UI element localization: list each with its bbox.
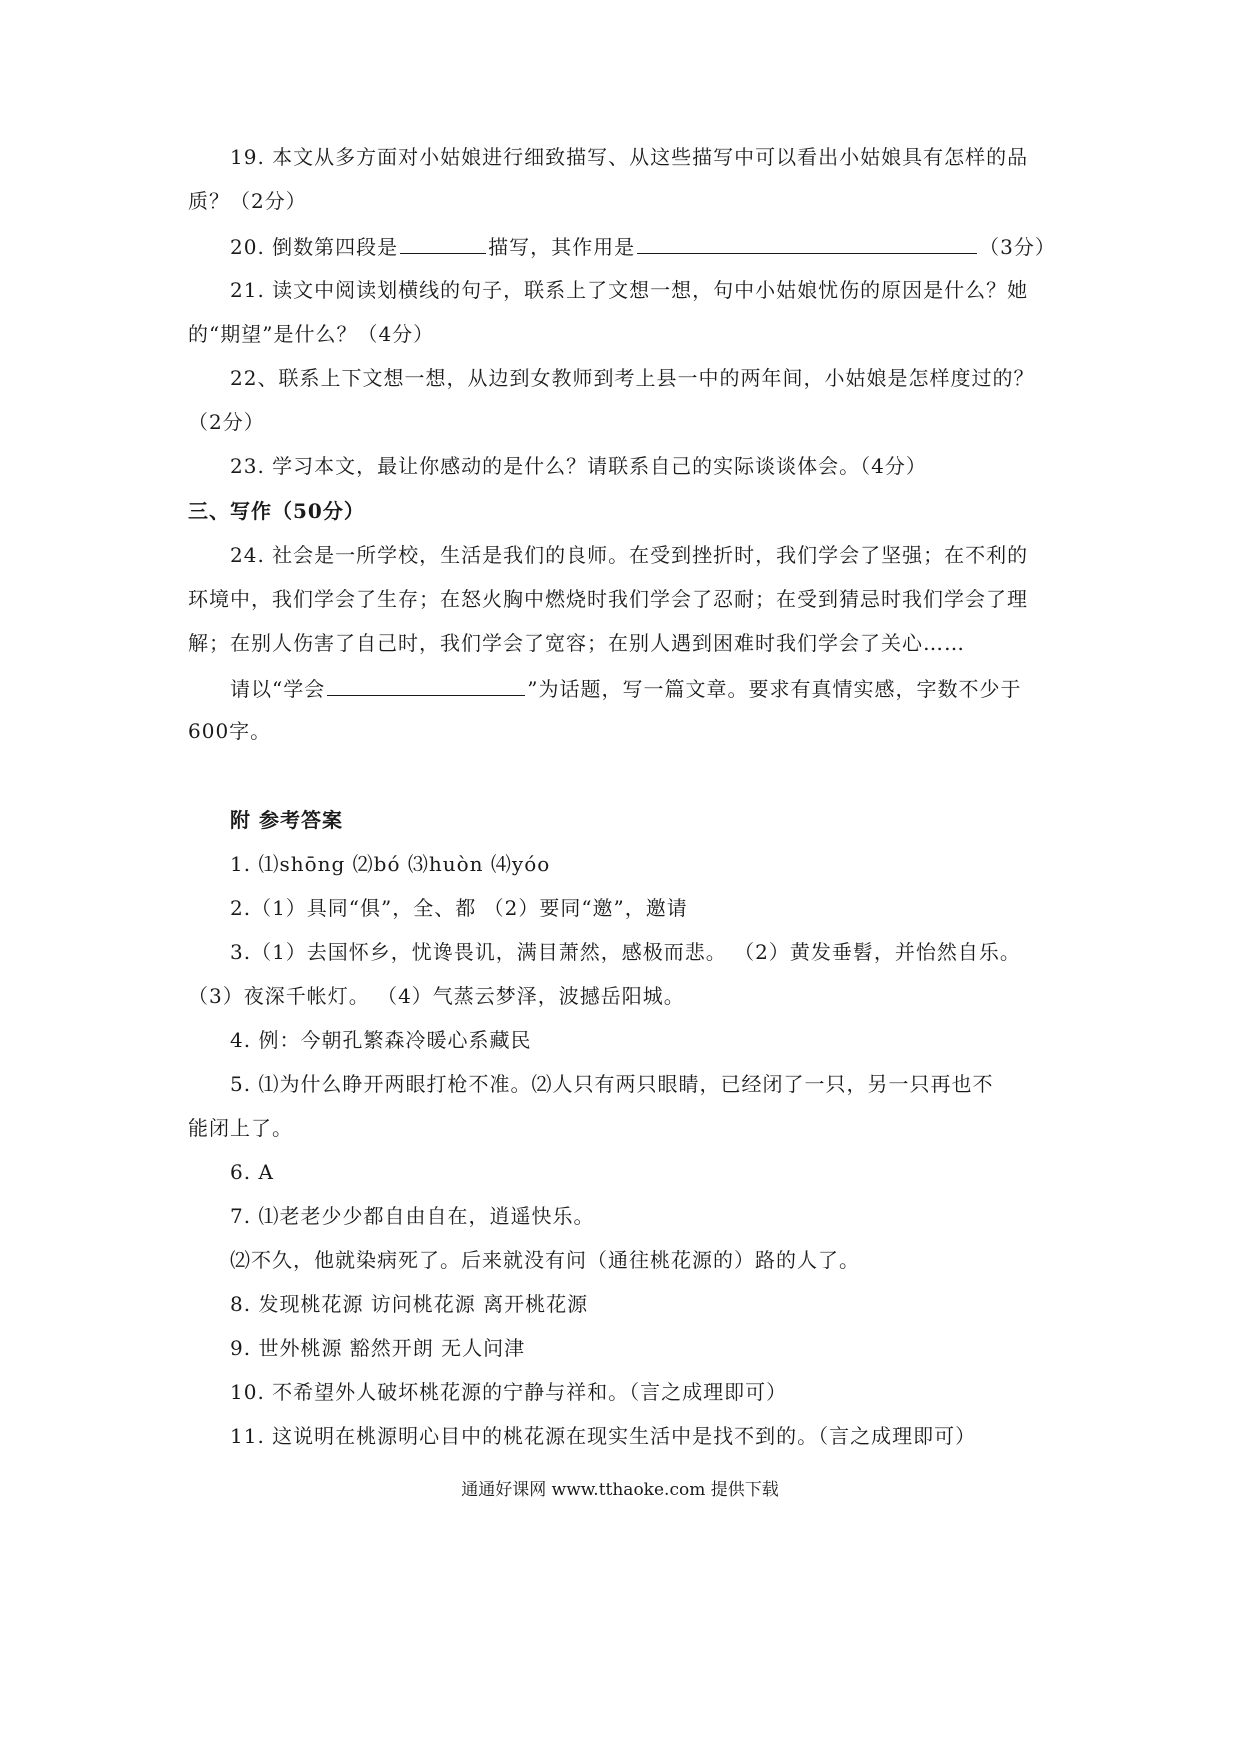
answer-9: 9. 世外桃源 豁然开朗 无人问津 bbox=[230, 1336, 526, 1360]
writing-prompt bbox=[230, 673, 1021, 703]
question-20-text-b: 描写，其作用是 bbox=[488, 235, 636, 259]
answer-7-line-1: 7. ⑴老老少少都自由自在，逍遥快乐。 bbox=[230, 1204, 595, 1228]
writing-prompt-blank bbox=[327, 673, 525, 696]
answer-5-line-1: 5. ⑴为什么睁开两眼打枪不准。⑵人只有两只眼睛，已经闭了一只，另一只再也不 bbox=[230, 1072, 994, 1096]
answer-4: 4. 例：今朝孔繁森冷暖心系藏民 bbox=[230, 1028, 532, 1052]
question-19-line-1: 19. 本文从多方面对小姑娘进行细致描写、从这些描写中可以看出小姑娘具有怎样的品 bbox=[230, 145, 1029, 169]
answer-6: 6. A bbox=[230, 1160, 274, 1184]
question-19-line-2: 质？（2分） bbox=[188, 189, 307, 213]
answer-10: 10. 不希望外人破坏桃花源的宁静与祥和。（言之成理即可） bbox=[230, 1380, 788, 1404]
question-20 bbox=[230, 231, 1056, 261]
page-footer: 通通好课网 www.tthaoke.com 提供下载 bbox=[461, 1480, 779, 1500]
answers-heading: 附 参考答案 bbox=[230, 808, 343, 832]
question-21-line-1: 21. 读文中阅读划横线的句子，联系上了文想一想，句中小姑娘忧伤的原因是什么？她 bbox=[230, 278, 1029, 302]
question-23: 23. 学习本文，最让你感动的是什么？请联系自己的实际谈谈体会。（4分） bbox=[230, 454, 927, 478]
writing-section-heading: 三、写作（50分） bbox=[188, 499, 365, 523]
answer-7-line-2: ⑵不久，他就染病死了。后来就没有问（通往桃花源的）路的人了。 bbox=[230, 1248, 860, 1272]
question-24-line-3: 解；在别人伤害了自己时，我们学会了宽容；在别人遇到困难时我们学会了关心…… bbox=[188, 631, 965, 655]
answer-3-line-1: 3.（1）去国怀乡，忧谗畏讥，满目萧然，感极而悲。 （2）黄发垂髫，并怡然自乐。 bbox=[230, 940, 1021, 964]
question-22-line-1: 22、联系上下文想一想，从边到女教师到考上县一中的两年间，小姑娘是怎样度过的？ bbox=[230, 366, 1035, 390]
question-24-line-2: 环境中，我们学会了生存；在怒火胸中燃烧时我们学会了忍耐；在受到猜忌时我们学会了理 bbox=[188, 587, 1028, 611]
question-24-line-1: 24. 社会是一所学校，生活是我们的良师。在受到挫折时，我们学会了坚强；在不利的 bbox=[230, 543, 1029, 567]
question-22-line-2: （2分） bbox=[188, 410, 265, 434]
answer-8: 8. 发现桃花源 访问桃花源 离开桃花源 bbox=[230, 1292, 589, 1316]
question-21-line-2: 的“期望”是什么？（4分） bbox=[188, 322, 435, 346]
answer-2: 2.（1）具同“俱”，全、都 （2）要同“邀”，邀请 bbox=[230, 896, 688, 920]
question-20-score: （3分） bbox=[979, 235, 1056, 259]
answer-1: 1. ⑴shōng ⑵bó ⑶huòn ⑷yóo bbox=[230, 852, 551, 876]
writing-prompt-line-2: 600字。 bbox=[188, 719, 272, 743]
question-20-blank-1 bbox=[400, 231, 486, 254]
question-20-text-a: 20. 倒数第四段是 bbox=[230, 235, 399, 259]
answer-11: 11. 这说明在桃源明心目中的桃花源在现实生活中是找不到的。（言之成理即可） bbox=[230, 1424, 977, 1448]
answer-3-line-2: （3）夜深千帐灯。 （4）气蒸云梦泽，波撼岳阳城。 bbox=[188, 984, 685, 1008]
writing-prompt-text-b: ”为话题，写一篇文章。要求有真情实感，字数不少于 bbox=[527, 677, 1022, 701]
writing-prompt-text-a: 请以“学会 bbox=[230, 677, 326, 701]
question-20-blank-2 bbox=[637, 231, 977, 254]
answer-5-line-2: 能闭上了。 bbox=[188, 1116, 293, 1140]
